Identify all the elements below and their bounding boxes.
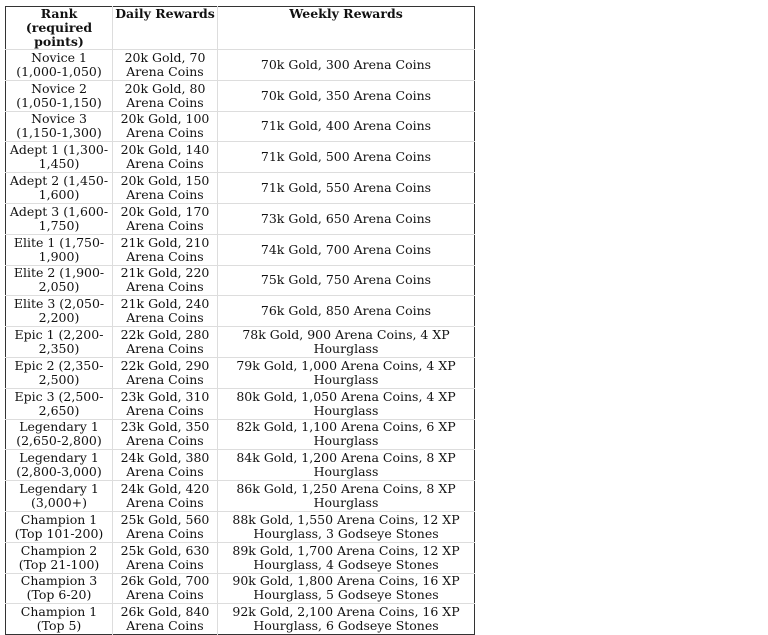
daily-rewards-cell: 25k Gold, 630 Arena Coins bbox=[113, 542, 218, 573]
table-row bbox=[6, 234, 475, 265]
daily-rewards-cell: 23k Gold, 310 Arena Coins bbox=[113, 388, 218, 419]
weekly-rewards-cell: 78k Gold, 900 Arena Coins, 4 XP Hourglass bbox=[218, 327, 475, 358]
daily-rewards-cell: 20k Gold, 150 Arena Coins bbox=[113, 173, 218, 204]
table-row bbox=[6, 419, 475, 450]
table-row bbox=[6, 327, 475, 358]
rank-cell: Epic 2 (2,350-2,500) bbox=[6, 357, 113, 388]
rank-cell: Champion 2 (Top 21-100) bbox=[6, 542, 113, 573]
table-row bbox=[6, 265, 475, 296]
weekly-rewards-cell: 82k Gold, 1,100 Arena Coins, 6 XP Hourglass bbox=[218, 419, 475, 450]
rank-cell: Epic 1 (2,200-2,350) bbox=[6, 327, 113, 358]
daily-rewards-cell: 20k Gold, 70 Arena Coins bbox=[113, 50, 218, 81]
daily-rewards-cell: 22k Gold, 290 Arena Coins bbox=[113, 357, 218, 388]
daily-rewards-cell: 25k Gold, 560 Arena Coins bbox=[113, 511, 218, 542]
weekly-rewards-cell: 70k Gold, 350 Arena Coins bbox=[218, 80, 475, 111]
daily-rewards-cell: 24k Gold, 420 Arena Coins bbox=[113, 481, 218, 512]
rank-cell: Champion 3 (Top 6-20) bbox=[6, 573, 113, 604]
table-row bbox=[6, 511, 475, 542]
daily-rewards-cell: 22k Gold, 280 Arena Coins bbox=[113, 327, 218, 358]
daily-rewards-cell: 20k Gold, 100 Arena Coins bbox=[113, 111, 218, 142]
table-row bbox=[6, 50, 475, 81]
table-row bbox=[6, 481, 475, 512]
rank-cell: Adept 1 (1,300-1,450) bbox=[6, 142, 113, 173]
rank-cell: Epic 3 (2,500-2,650) bbox=[6, 388, 113, 419]
daily-rewards-cell: 26k Gold, 840 Arena Coins bbox=[113, 604, 218, 635]
table-row bbox=[6, 111, 475, 142]
weekly-rewards-cell: 80k Gold, 1,050 Arena Coins, 4 XP Hourglass bbox=[218, 388, 475, 419]
weekly-rewards-cell: 76k Gold, 850 Arena Coins bbox=[218, 296, 475, 327]
weekly-rewards-cell: 90k Gold, 1,800 Arena Coins, 16 XP Hourglass, 5 Godseye Stones bbox=[218, 573, 475, 604]
rewards-table bbox=[5, 6, 475, 635]
weekly-rewards-cell: 71k Gold, 500 Arena Coins bbox=[218, 142, 475, 173]
rank-cell: Elite 1 (1,750-1,900) bbox=[6, 234, 113, 265]
table-row bbox=[6, 80, 475, 111]
weekly-rewards-cell: 74k Gold, 700 Arena Coins bbox=[218, 234, 475, 265]
weekly-rewards-cell: 88k Gold, 1,550 Arena Coins, 12 XP Hourglass, 3 Godseye Stones bbox=[218, 511, 475, 542]
daily-rewards-cell: 21k Gold, 240 Arena Coins bbox=[113, 296, 218, 327]
rank-cell: Champion 1 (Top 5) bbox=[6, 604, 113, 635]
daily-rewards-cell: 20k Gold, 170 Arena Coins bbox=[113, 203, 218, 234]
weekly-rewards-cell: 73k Gold, 650 Arena Coins bbox=[218, 203, 475, 234]
weekly-rewards-cell: 79k Gold, 1,000 Arena Coins, 4 XP Hourglass bbox=[218, 357, 475, 388]
daily-rewards-cell: 24k Gold, 380 Arena Coins bbox=[113, 450, 218, 481]
daily-rewards-cell: 26k Gold, 700 Arena Coins bbox=[113, 573, 218, 604]
rank-cell: Adept 3 (1,600-1,750) bbox=[6, 203, 113, 234]
rank-cell: Adept 2 (1,450-1,600) bbox=[6, 173, 113, 204]
table-row bbox=[6, 173, 475, 204]
weekly-rewards-cell: 70k Gold, 300 Arena Coins bbox=[218, 50, 475, 81]
weekly-rewards-cell: 84k Gold, 1,200 Arena Coins, 8 XP Hourglass bbox=[218, 450, 475, 481]
table-row bbox=[6, 203, 475, 234]
daily-rewards-cell: 20k Gold, 80 Arena Coins bbox=[113, 80, 218, 111]
rank-cell: Elite 2 (1,900-2,050) bbox=[6, 265, 113, 296]
weekly-rewards-cell: 71k Gold, 400 Arena Coins bbox=[218, 111, 475, 142]
weekly-rewards-cell: 92k Gold, 2,100 Arena Coins, 16 XP Hourglass, 6 Godseye Stones bbox=[218, 604, 475, 635]
weekly-rewards-cell: 86k Gold, 1,250 Arena Coins, 8 XP Hourglass bbox=[218, 481, 475, 512]
rank-header: Rank (required points) bbox=[25, 6, 93, 49]
rank-cell: Elite 3 (2,050-2,200) bbox=[6, 296, 113, 327]
daily-rewards-header: Daily Rewards bbox=[113, 7, 218, 50]
table-row bbox=[6, 573, 475, 604]
weekly-rewards-cell: 75k Gold, 750 Arena Coins bbox=[218, 265, 475, 296]
weekly-rewards-cell: 71k Gold, 550 Arena Coins bbox=[218, 173, 475, 204]
rank-cell: Novice 1 (1,000-1,050) bbox=[6, 50, 113, 81]
table-row bbox=[6, 388, 475, 419]
table-row bbox=[6, 142, 475, 173]
rank-cell: Legendary 1 (3,000+) bbox=[6, 481, 113, 512]
daily-rewards-cell: 21k Gold, 210 Arena Coins bbox=[113, 234, 218, 265]
rank-cell: Legendary 1 (2,650-2,800) bbox=[6, 419, 113, 450]
table-row bbox=[6, 604, 475, 635]
rank-cell: Champion 1 (Top 101-200) bbox=[6, 511, 113, 542]
daily-rewards-cell: 23k Gold, 350 Arena Coins bbox=[113, 419, 218, 450]
rank-cell: Novice 3 (1,150-1,300) bbox=[6, 111, 113, 142]
weekly-rewards-cell: 89k Gold, 1,700 Arena Coins, 12 XP Hourglass, 4 Godseye Stones bbox=[218, 542, 475, 573]
table-row bbox=[6, 450, 475, 481]
rank-cell: Legendary 1 (2,800-3,000) bbox=[6, 450, 113, 481]
table-row bbox=[6, 357, 475, 388]
table-row bbox=[6, 296, 475, 327]
daily-rewards-cell: 20k Gold, 140 Arena Coins bbox=[113, 142, 218, 173]
weekly-rewards-header: Weekly Rewards bbox=[218, 7, 475, 50]
header-row bbox=[6, 7, 475, 50]
rank-cell: Novice 2 (1,050-1,150) bbox=[6, 80, 113, 111]
daily-rewards-cell: 21k Gold, 220 Arena Coins bbox=[113, 265, 218, 296]
table-row bbox=[6, 542, 475, 573]
